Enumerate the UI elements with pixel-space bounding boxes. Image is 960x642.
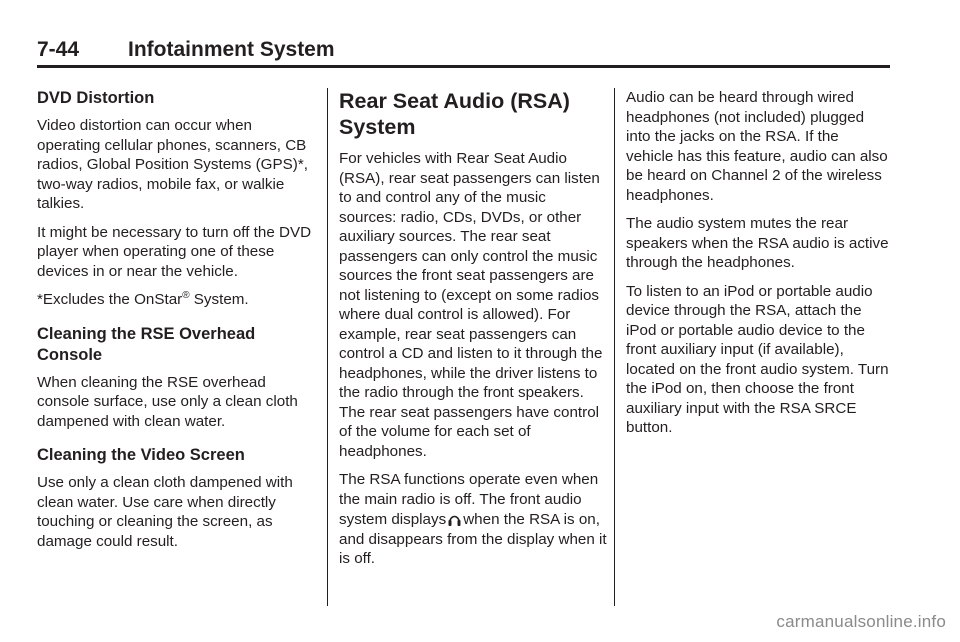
section-title: Infotainment System xyxy=(128,38,335,61)
rsa-paragraph-2-end: when the RSA is on, and disappears from the display when it is off. xyxy=(339,511,607,567)
rsa-paragraph-1: For vehicles with Rear Seat Audio (RSA), rear seat passengers can listen to and control any of the music sources: radio, CDs, DVDs, or other auxiliary sources. The rear seat passengers can only control the music sources the front seat passengers are not listening to (except on some radios where dual control is allowed). For example, rear seat passengers can control a CD and listen to it through the headphones, while the driver listens to the radio through the front speakers. The rear seat passengers have control of the volume for each set of headphones. xyxy=(339,150,603,460)
rsa-paragraph-2-start: The RSA functions operate even when the main radio is off. The front audio system displays xyxy=(339,471,599,528)
footnote-suffix: System. xyxy=(189,291,249,308)
rsa-heading: Rear Seat Audio (RSA) System xyxy=(339,89,570,139)
cleaning-screen-heading: Cleaning the Video Screen xyxy=(37,446,245,464)
column-divider-1 xyxy=(327,88,328,606)
cleaning-console-paragraph: When cleaning the RSE overhead console surface, use only a clean cloth dampened with clean water. xyxy=(37,373,298,430)
rsa-paragraph-2 xyxy=(339,470,607,569)
footnote-prefix: *Excludes the OnStar xyxy=(37,291,183,308)
cleaning-console-heading: Cleaning the RSE Overhead Console xyxy=(37,324,256,364)
rsa-headphones-paragraph: Audio can be heard through wired headphones (not included) plugged into the jacks on the RSA. If the vehicle has this feature, audio can also be heard on Channel 2 of the wireless headphones. xyxy=(626,89,888,204)
page-header xyxy=(37,36,890,68)
column-right xyxy=(626,88,890,447)
dvd-distortion-paragraph-2: It might be necessary to turn off the DVD player when operating one of these devices in or near the vehicle. xyxy=(37,223,312,280)
headphones-icon xyxy=(448,509,461,527)
column-middle xyxy=(339,88,607,578)
rsa-ipod-paragraph: To listen to an iPod or portable audio device through the RSA, attach the iPod or portable audio device to the front auxiliary input (if available), located on the front audio system. Turn the iPod on, then choose the front auxiliary input with the RSA SRCE button. xyxy=(626,282,889,436)
column-divider-2 xyxy=(614,88,615,606)
rsa-mute-paragraph: The audio system mutes the rear speakers when the RSA audio is active through the headphones. xyxy=(626,215,889,271)
onstar-footnote xyxy=(37,290,317,310)
cleaning-screen-paragraph: Use only a clean cloth dampened with clean water. Use care when directly touching or cleaning the screen, as damage could result. xyxy=(37,474,293,550)
registered-symbol: ® xyxy=(182,289,190,301)
watermark: carmanualsonline.info xyxy=(776,612,946,631)
page-number: 7-44 xyxy=(37,38,80,61)
column-left xyxy=(37,88,317,560)
dvd-distortion-paragraph-1: Video distortion can occur when operating cellular phones, scanners, CB radios, Global Position Systems (GPS)*, two-way radios, mobile fax, or walkie talkies. xyxy=(37,117,308,212)
dvd-distortion-heading: DVD Distortion xyxy=(37,89,155,107)
